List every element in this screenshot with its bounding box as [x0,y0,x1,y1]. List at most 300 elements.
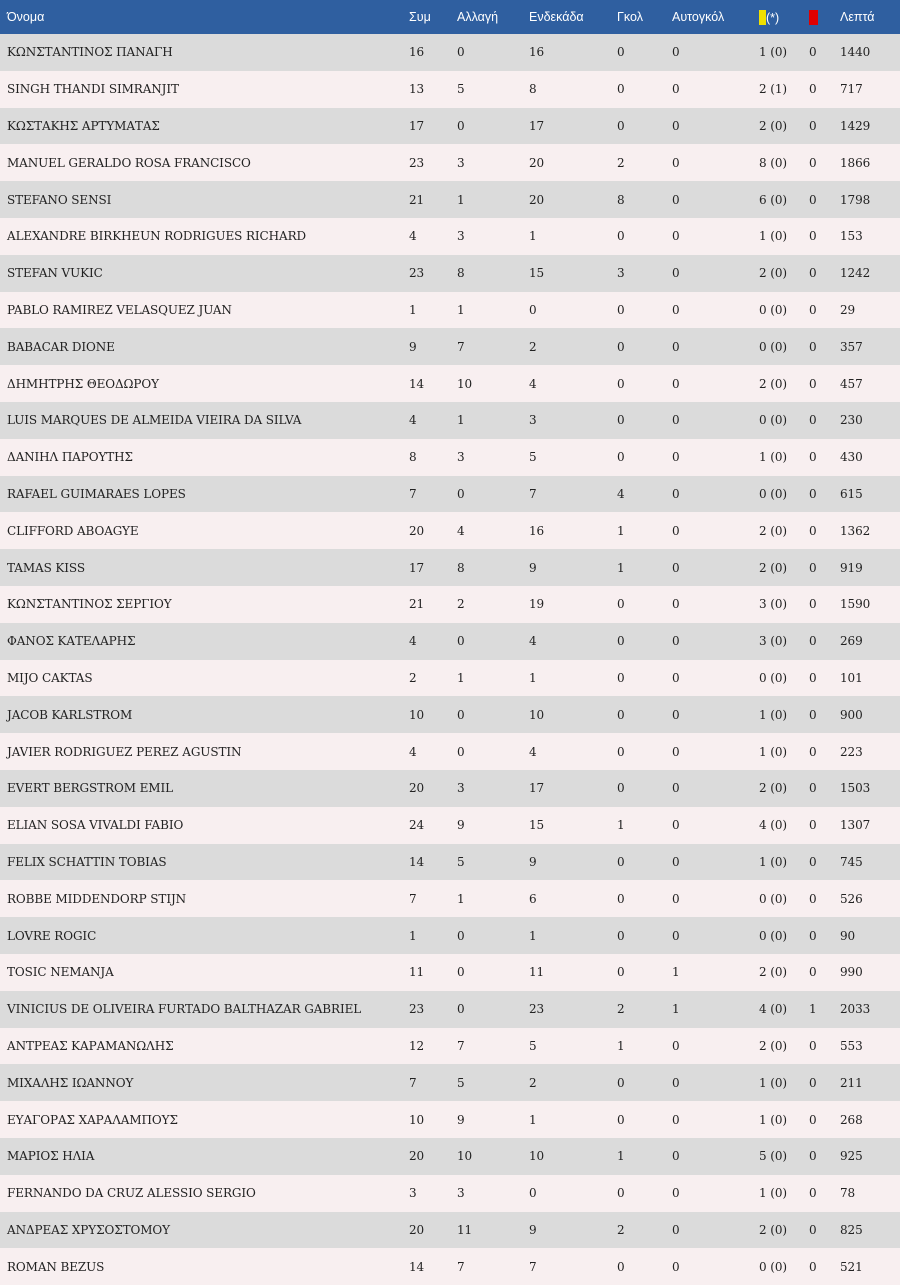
table-row [0,991,900,1028]
starting-cell: 16 [529,523,545,538]
starting-cell: 6 [529,891,537,906]
yellow-cards-cell: 1 (0) [759,45,787,60]
apps-cell: 20 [409,781,425,796]
col-yellow-header[interactable] [759,0,809,34]
minutes-cell: 717 [840,82,863,97]
goals-cell: 0 [617,229,625,244]
player-name[interactable]: TAMAS KISS [7,560,85,575]
starting-cell: 0 [529,302,537,317]
starting-cell: 9 [529,1222,537,1237]
minutes-cell: 900 [840,707,863,722]
apps-cell: 2 [409,670,417,685]
goals-cell: 2 [617,1002,625,1017]
yellow-cards-cell: 1 (0) [759,450,787,465]
apps-cell: 9 [409,339,417,354]
sub-cell: 0 [457,118,465,133]
minutes-cell: 1590 [840,597,871,612]
minutes-cell: 269 [840,634,863,649]
own-goals-cell: 0 [672,744,680,759]
red-cards-cell: 0 [809,744,817,759]
red-cards-cell: 0 [809,707,817,722]
yellow-cards-cell: 0 (0) [759,670,787,685]
apps-cell: 14 [409,854,425,869]
starting-cell: 15 [529,266,545,281]
yellow-cards-cell: 0 (0) [759,928,787,943]
player-name[interactable]: ΚΩΝΣΤΑΝΤΙΝΟΣ ΣΕΡΓΙΟΥ [7,597,172,612]
yellow-cards-cell: 1 (0) [759,1112,787,1127]
minutes-cell: 526 [840,891,863,906]
yellow-cards-cell: 2 (1) [759,82,787,97]
apps-cell: 20 [409,523,425,538]
minutes-cell: 90 [840,928,856,943]
own-goals-cell: 0 [672,1112,680,1127]
apps-cell: 14 [409,376,425,391]
red-cards-cell: 0 [809,339,817,354]
player-name[interactable]: LOVRE ROGIC [7,928,97,943]
apps-cell: 23 [409,155,425,170]
player-name[interactable]: JAVIER RODRIGUEZ PEREZ AGUSTIN [7,744,242,759]
own-goals-cell: 0 [672,1222,680,1237]
own-goals-cell: 0 [672,1259,680,1274]
own-goals-cell: 0 [672,266,680,281]
table-row [0,844,900,881]
sub-cell: 4 [457,523,465,538]
sub-cell: 3 [457,450,465,465]
minutes-cell: 211 [840,1075,863,1090]
table-row [0,476,900,513]
starting-cell: 1 [529,670,537,685]
table-row [0,954,900,991]
col-starting-header[interactable]: Ενδεκάδα [529,10,584,24]
minutes-cell: 153 [840,229,863,244]
apps-cell: 3 [409,1186,417,1201]
red-cards-cell: 0 [809,1038,817,1053]
sub-cell: 0 [457,1002,465,1017]
minutes-cell: 230 [840,413,863,428]
starting-cell: 5 [529,450,537,465]
sub-cell: 5 [457,854,465,869]
sub-cell: 5 [457,82,465,97]
own-goals-cell: 0 [672,891,680,906]
table-row [0,1212,900,1249]
yellow-cards-cell: 0 (0) [759,413,787,428]
player-name[interactable]: JACOB KARLSTROM [7,707,133,722]
player-name[interactable]: STEFANO SENSI [7,192,112,207]
table-header [0,0,900,34]
sub-cell: 7 [457,1038,465,1053]
goals-cell: 0 [617,965,625,980]
apps-cell: 1 [409,302,417,317]
own-goals-cell: 0 [672,450,680,465]
starting-cell: 4 [529,744,537,759]
apps-cell: 12 [409,1038,425,1053]
goals-cell: 0 [617,450,625,465]
yellow-cards-cell: 3 (0) [759,597,787,612]
minutes-cell: 1242 [840,266,871,281]
sub-cell: 5 [457,1075,465,1090]
table-row [0,1101,900,1138]
player-name[interactable]: PABLO RAMIREZ VELASQUEZ JUAN [7,302,232,317]
red-cards-cell: 0 [809,450,817,465]
starting-cell: 4 [529,634,537,649]
yellow-cards-cell: 1 (0) [759,707,787,722]
table-row [0,365,900,402]
yellow-cards-cell: 4 (0) [759,818,787,833]
own-goals-cell: 0 [672,118,680,133]
sub-cell: 0 [457,928,465,943]
apps-cell: 4 [409,634,417,649]
player-name[interactable]: FERNANDO DA CRUZ ALESSIO SERGIO [7,1186,256,1201]
red-cards-cell: 0 [809,634,817,649]
goals-cell: 1 [617,560,625,575]
red-cards-cell: 0 [809,854,817,869]
sub-cell: 3 [457,229,465,244]
minutes-cell: 615 [840,486,863,501]
goals-cell: 0 [617,302,625,317]
table-row [0,917,900,954]
goals-cell: 0 [617,891,625,906]
starting-cell: 23 [529,1002,545,1017]
col-red-header[interactable] [809,0,840,34]
goals-cell: 0 [617,744,625,759]
starting-cell: 10 [529,1149,545,1164]
player-name[interactable]: BABACAR DIONE [7,339,115,354]
own-goals-cell: 0 [672,928,680,943]
yellow-cards-cell: 8 (0) [759,155,787,170]
sub-cell: 9 [457,1112,465,1127]
apps-cell: 7 [409,891,417,906]
yellow-header-suffix: (*) [766,10,780,25]
starting-cell: 9 [529,854,537,869]
player-name[interactable]: MIJO CAKTAS [7,670,93,685]
red-cards-cell: 0 [809,781,817,796]
apps-cell: 4 [409,413,417,428]
starting-cell: 15 [529,818,545,833]
sub-cell: 0 [457,744,465,759]
sub-cell: 8 [457,560,465,575]
red-cards-cell: 0 [809,1075,817,1090]
col-name-header[interactable]: Όνομα [7,10,45,24]
table-row [0,880,900,917]
yellow-cards-cell: 2 (0) [759,1038,787,1053]
sub-cell: 7 [457,1259,465,1274]
red-cards-cell: 0 [809,82,817,97]
sub-cell: 7 [457,339,465,354]
apps-cell: 23 [409,266,425,281]
yellow-cards-cell: 1 (0) [759,1075,787,1090]
table-row [0,1028,900,1065]
own-goals-cell: 0 [672,339,680,354]
own-goals-cell: 0 [672,854,680,869]
player-name[interactable]: ΜΑΡΙΟΣ ΗΛΙΑ [7,1149,95,1164]
goals-cell: 3 [617,266,625,281]
table-row [0,402,900,439]
sub-cell: 3 [457,1186,465,1201]
goals-cell: 0 [617,1075,625,1090]
minutes-cell: 1866 [840,155,871,170]
sub-cell: 1 [457,413,465,428]
red-cards-cell: 0 [809,1222,817,1237]
yellow-cards-cell: 2 (0) [759,523,787,538]
own-goals-cell: 0 [672,155,680,170]
own-goals-cell: 0 [672,486,680,501]
col-apps-header[interactable]: Συμ [409,10,431,24]
table-row [0,181,900,218]
starting-cell: 10 [529,707,545,722]
sub-cell: 0 [457,707,465,722]
apps-cell: 1 [409,928,417,943]
player-name[interactable]: ΚΩΣΤΑΚΗΣ ΑΡΤΥΜΑΤΑΣ [7,118,160,133]
header-row [0,0,900,34]
col-minutes-header[interactable]: Λεπτά [840,10,875,24]
sub-cell: 10 [457,1149,473,1164]
red-cards-cell: 0 [809,670,817,685]
apps-cell: 4 [409,229,417,244]
player-name[interactable]: ROBBE MIDDENDORP STIJN [7,891,187,906]
player-name[interactable]: CLIFFORD ABOAGYE [7,523,139,538]
player-name[interactable]: ΦΑΝΟΣ ΚΑΤΕΛΑΡΗΣ [7,634,136,649]
player-name[interactable]: ΔΑΝΙΗΛ ΠΑΡΟΥΤΗΣ [7,450,133,465]
yellow-cards-cell: 0 (0) [759,486,787,501]
minutes-cell: 925 [840,1149,863,1164]
goals-cell: 2 [617,1222,625,1237]
apps-cell: 23 [409,1002,425,1017]
minutes-cell: 268 [840,1112,863,1127]
sub-cell: 10 [457,376,473,391]
own-goals-cell: 0 [672,1075,680,1090]
sub-cell: 0 [457,486,465,501]
red-card-icon [809,10,818,25]
player-name[interactable]: EVERT BERGSTROM EMIL [7,781,173,796]
goals-cell: 0 [617,854,625,869]
starting-cell: 11 [529,965,545,980]
col-own-goals-header[interactable]: Αυτογκόλ [672,10,725,24]
yellow-cards-cell: 2 (0) [759,376,787,391]
table-row [0,549,900,586]
yellow-cards-cell: 1 (0) [759,744,787,759]
minutes-cell: 1798 [840,192,871,207]
red-cards-cell: 0 [809,118,817,133]
table-row [0,807,900,844]
red-cards-cell: 0 [809,1149,817,1164]
sub-cell: 1 [457,891,465,906]
goals-cell: 0 [617,339,625,354]
table-row [0,696,900,733]
table-row [0,1064,900,1101]
own-goals-cell: 1 [672,1002,680,1017]
own-goals-cell: 0 [672,45,680,60]
player-name[interactable]: STEFAN VUKIC [7,266,103,281]
table-body [0,34,900,1285]
apps-cell: 10 [409,707,425,722]
goals-cell: 1 [617,1038,625,1053]
goals-cell: 1 [617,523,625,538]
apps-cell: 14 [409,1259,425,1274]
table-row [0,292,900,329]
minutes-cell: 430 [840,450,863,465]
sub-cell: 0 [457,45,465,60]
player-name[interactable]: TOSIC NEMANJA [7,965,114,980]
goals-cell: 8 [617,192,625,207]
starting-cell: 0 [529,1186,537,1201]
table-row [0,1248,900,1285]
table-row [0,586,900,623]
goals-cell: 0 [617,1186,625,1201]
yellow-cards-cell: 5 (0) [759,1149,787,1164]
player-name[interactable]: SINGH THANDI SIMRANJIT [7,82,179,97]
table-row [0,660,900,697]
minutes-cell: 78 [840,1186,856,1201]
table-row [0,623,900,660]
starting-cell: 7 [529,1259,537,1274]
goals-cell: 0 [617,597,625,612]
yellow-cards-cell: 2 (0) [759,781,787,796]
apps-cell: 17 [409,118,425,133]
own-goals-cell: 1 [672,965,680,980]
yellow-cards-cell: 0 (0) [759,1259,787,1274]
starting-cell: 7 [529,486,537,501]
apps-cell: 7 [409,1075,417,1090]
own-goals-cell: 0 [672,781,680,796]
starting-cell: 2 [529,1075,537,1090]
player-name[interactable]: ΔΗΜΗΤΡΗΣ ΘΕΟΔΩΡΟΥ [7,376,159,391]
col-goals-header[interactable]: Γκολ [617,10,643,24]
own-goals-cell: 0 [672,82,680,97]
red-cards-cell: 0 [809,965,817,980]
player-name[interactable]: ΑΝΤΡΕΑΣ ΚΑΡΑΜΑΝΩΛΗΣ [7,1038,174,1053]
yellow-cards-cell: 3 (0) [759,634,787,649]
red-cards-cell: 0 [809,376,817,391]
apps-cell: 8 [409,450,417,465]
yellow-cards-cell: 2 (0) [759,965,787,980]
player-name[interactable]: ALEXANDRE BIRKHEUN RODRIGUES RICHARD [7,229,307,244]
sub-cell: 11 [457,1222,473,1237]
red-cards-cell: 0 [809,192,817,207]
sub-cell: 9 [457,818,465,833]
yellow-cards-cell: 2 (0) [759,266,787,281]
own-goals-cell: 0 [672,192,680,207]
player-name[interactable]: ΕΥΑΓΟΡΑΣ ΧΑΡΑΛΑΜΠΟΥΣ [7,1112,178,1127]
goals-cell: 2 [617,155,625,170]
red-cards-cell: 0 [809,523,817,538]
minutes-cell: 990 [840,965,863,980]
starting-cell: 17 [529,118,545,133]
goals-cell: 0 [617,928,625,943]
apps-cell: 24 [409,818,425,833]
player-name[interactable]: MANUEL GERALDO ROSA FRANCISCO [7,155,251,170]
goals-cell: 0 [617,707,625,722]
red-cards-cell: 0 [809,302,817,317]
minutes-cell: 101 [840,670,863,685]
yellow-cards-cell: 0 (0) [759,339,787,354]
player-name[interactable]: ROMAN BEZUS [7,1259,105,1274]
own-goals-cell: 0 [672,302,680,317]
own-goals-cell: 0 [672,707,680,722]
player-name[interactable]: ELIAN SOSA VIVALDI FABIO [7,818,184,833]
starting-cell: 17 [529,781,545,796]
starting-cell: 1 [529,928,537,943]
sub-cell: 8 [457,266,465,281]
yellow-cards-cell: 1 (0) [759,1186,787,1201]
minutes-cell: 825 [840,1222,863,1237]
player-name[interactable]: ΑΝΔΡΕΑΣ ΧΡΥΣΟΣΤΟΜΟΥ [7,1222,170,1237]
goals-cell: 1 [617,1149,625,1164]
table-row [0,218,900,255]
yellow-cards-cell: 2 (0) [759,118,787,133]
red-cards-cell: 0 [809,413,817,428]
starting-cell: 1 [529,229,537,244]
player-name[interactable]: FELIX SCHATTIN TOBIAS [7,854,167,869]
goals-cell: 0 [617,413,625,428]
yellow-cards-cell: 4 (0) [759,1002,787,1017]
player-name[interactable]: ΚΩΝΣΤΑΝΤΙΝΟΣ ΠΑΝΑΓΗ [7,45,173,60]
sub-cell: 0 [457,634,465,649]
table-row [0,770,900,807]
player-name[interactable]: VINICIUS DE OLIVEIRA FURTADO BALTHAZAR GABRIEL [7,1002,362,1017]
yellow-cards-cell: 1 (0) [759,854,787,869]
yellow-cards-cell: 2 (0) [759,1222,787,1237]
player-name[interactable]: ΜΙΧΑΛΗΣ ΙΩΑΝΝΟΥ [7,1075,134,1090]
starting-cell: 5 [529,1038,537,1053]
goals-cell: 0 [617,376,625,391]
minutes-cell: 223 [840,744,863,759]
apps-cell: 20 [409,1149,425,1164]
sub-cell: 1 [457,302,465,317]
sub-cell: 1 [457,192,465,207]
minutes-cell: 357 [840,339,863,354]
apps-cell: 7 [409,486,417,501]
table-row [0,144,900,181]
red-cards-cell: 0 [809,597,817,612]
table-row [0,1138,900,1175]
apps-cell: 4 [409,744,417,759]
own-goals-cell: 0 [672,1149,680,1164]
own-goals-cell: 0 [672,634,680,649]
starting-cell: 20 [529,155,545,170]
player-name[interactable]: RAFAEL GUIMARAES LOPES [7,486,186,501]
goals-cell: 4 [617,486,625,501]
starting-cell: 19 [529,597,545,612]
yellow-cards-cell: 2 (0) [759,560,787,575]
own-goals-cell: 0 [672,413,680,428]
starting-cell: 4 [529,376,537,391]
minutes-cell: 521 [840,1259,863,1274]
own-goals-cell: 0 [672,1038,680,1053]
own-goals-cell: 0 [672,597,680,612]
yellow-cards-cell: 6 (0) [759,192,787,207]
goals-cell: 0 [617,781,625,796]
sub-cell: 0 [457,965,465,980]
yellow-card-icon [759,10,766,25]
table-row [0,733,900,770]
apps-cell: 13 [409,82,425,97]
starting-cell: 8 [529,82,537,97]
red-cards-cell: 0 [809,818,817,833]
red-cards-cell: 1 [809,1002,817,1017]
col-sub-header[interactable]: Αλλαγή [457,10,499,24]
red-cards-cell: 0 [809,1112,817,1127]
player-name[interactable]: LUIS MARQUES DE ALMEIDA VIEIRA DA SILVA [7,413,302,428]
sub-cell: 2 [457,597,465,612]
starting-cell: 3 [529,413,537,428]
red-cards-cell: 0 [809,928,817,943]
table-row [0,108,900,145]
goals-cell: 1 [617,818,625,833]
table-row [0,255,900,292]
sub-cell: 3 [457,781,465,796]
starting-cell: 2 [529,339,537,354]
minutes-cell: 2033 [840,1002,871,1017]
